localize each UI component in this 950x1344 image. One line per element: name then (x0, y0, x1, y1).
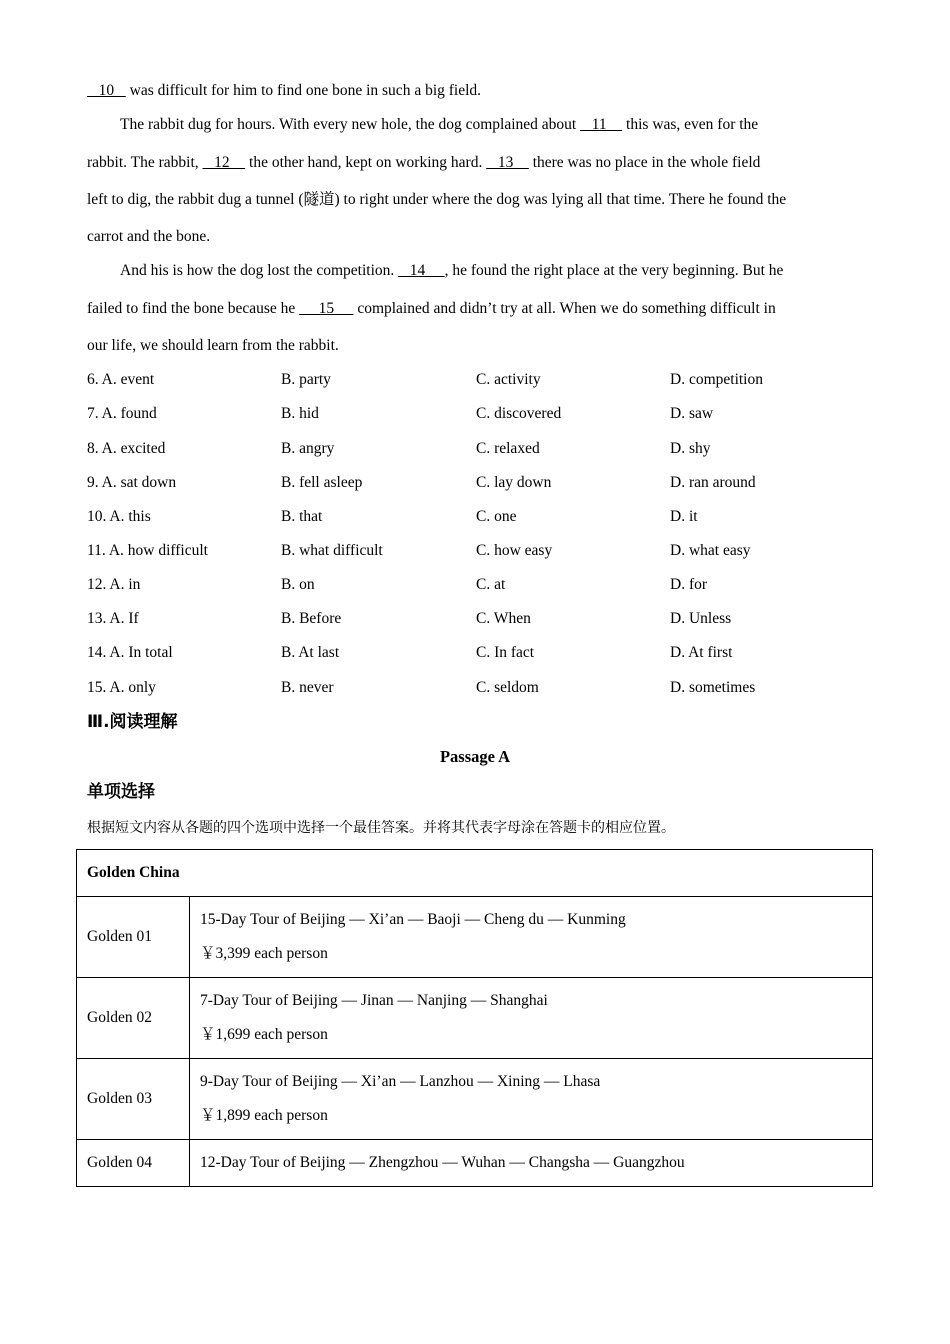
tour-code: Golden 04 (77, 1140, 190, 1187)
table-row (77, 978, 873, 1059)
passage-text: complained and didn’t try at all. When we do something difficult in (353, 300, 776, 317)
option-row-7 (87, 404, 867, 424)
option-d: D. Unless (670, 610, 732, 627)
table-header-row (77, 850, 873, 897)
tour-table (76, 849, 873, 1187)
tour-route: 12-Day Tour of Beijing — Zhengzhou — Wuhan — Changsha — Guangzhou (200, 1154, 685, 1171)
option-row-14 (87, 643, 867, 663)
option-row-13 (87, 609, 867, 629)
tour-code: Golden 03 (77, 1059, 190, 1140)
option-a: 6. A. event (87, 371, 155, 388)
option-c: C. one (476, 508, 517, 525)
option-d: D. At first (670, 644, 733, 661)
option-row-8 (87, 439, 867, 459)
option-c: C. relaxed (476, 440, 540, 457)
option-b: B. party (281, 371, 331, 388)
tour-code: Golden 01 (77, 897, 190, 978)
subheading: 单项选择 (87, 782, 155, 802)
option-d: D. ran around (670, 474, 756, 491)
tour-route: 15-Day Tour of Beijing — Xi’an — Baoji — Cheng du — Kunming (200, 911, 626, 928)
option-d: D. it (670, 508, 698, 525)
tour-price: ￥1,899 each person (200, 1107, 328, 1124)
option-b: B. on (281, 576, 315, 593)
passage-line-1 (87, 81, 481, 101)
option-d: D. sometimes (670, 679, 756, 696)
tour-description (190, 978, 873, 1059)
passage-line-3 (87, 153, 760, 173)
tour-description (190, 1059, 873, 1140)
option-a: 11. A. how difficult (87, 542, 208, 559)
option-row-12 (87, 575, 867, 595)
option-a: 15. A. only (87, 679, 156, 696)
option-b: B. Before (281, 610, 342, 627)
option-a: 7. A. found (87, 405, 157, 422)
passage-line-2 (120, 115, 758, 135)
passage-line-7 (87, 299, 776, 319)
passage-text: was difficult for him to find one bone in such a big field. (125, 82, 482, 99)
table-header: Golden China (77, 850, 873, 897)
tour-price: ￥1,699 each person (200, 1026, 328, 1043)
option-row-15 (87, 678, 867, 698)
option-d: D. for (670, 576, 708, 593)
option-b: B. never (281, 679, 334, 696)
option-b: B. hid (281, 405, 319, 422)
passage-text: there was no place in the whole field (528, 154, 761, 171)
option-d: D. saw (670, 405, 714, 422)
passage-line-4: left to dig, the rabbit dug a tunnel (隧道) to right under where the dog was lying all that time. There he found the (87, 191, 787, 208)
blank-10: 10 (87, 82, 126, 99)
option-c: C. discovered (476, 405, 562, 422)
tour-price: ￥3,399 each person (200, 945, 328, 962)
table-row (77, 1059, 873, 1140)
option-b: B. fell asleep (281, 474, 363, 491)
blank-11: 11 (580, 116, 623, 133)
passage-line-8: our life, we should learn from the rabbit. (87, 337, 339, 354)
tour-description (190, 897, 873, 978)
option-a: 8. A. excited (87, 440, 166, 457)
passage-text: , he found the right place at the very beginning. But he (444, 262, 784, 279)
blank-14: 14 (398, 262, 445, 279)
option-c: C. at (476, 576, 506, 593)
passage-text: rabbit. The rabbit, (87, 154, 203, 171)
option-row-10 (87, 507, 867, 527)
tour-code: Golden 02 (77, 978, 190, 1059)
passage-line-6 (120, 261, 783, 281)
option-a: 10. A. this (87, 508, 151, 525)
blank-13: 13 (486, 154, 529, 171)
tour-description (190, 1140, 873, 1187)
option-b: B. angry (281, 440, 335, 457)
table-row (77, 1140, 873, 1187)
option-c: C. In fact (476, 644, 535, 661)
option-c: C. how easy (476, 542, 553, 559)
passage-text: The rabbit dug for hours. With every new hole, the dog complained about (120, 116, 581, 133)
option-a: 14. A. In total (87, 644, 173, 661)
tour-route: 9-Day Tour of Beijing — Xi’an — Lanzhou — Xining — Lhasa (200, 1073, 601, 1090)
option-c: C. seldom (476, 679, 539, 696)
option-c: C. activity (476, 371, 541, 388)
passage-text: this was, even for the (622, 116, 759, 133)
passage-text: And his is how the dog lost the competition. (120, 262, 399, 279)
instruction: 根据短文内容从各题的四个选项中选择一个最佳答案。并将其代表字母涂在答题卡的相应位置。 (87, 820, 675, 836)
blank-15: 15 (299, 300, 354, 317)
option-a: 9. A. sat down (87, 474, 177, 491)
passage-line-5: carrot and the bone. (87, 228, 211, 245)
passage-text: failed to find the bone because he (87, 300, 300, 317)
option-row-6 (87, 370, 867, 390)
option-b: B. what difficult (281, 542, 383, 559)
option-b: B. At last (281, 644, 340, 661)
passage-text: the other hand, kept on working hard. (245, 154, 487, 171)
option-row-9 (87, 473, 867, 493)
passage-a-title: Passage A (439, 747, 511, 766)
option-a: 12. A. in (87, 576, 141, 593)
tour-route: 7-Day Tour of Beijing — Jinan — Nanjing — Shanghai (200, 992, 548, 1009)
option-row-11 (87, 541, 867, 561)
option-c: C. When (476, 610, 531, 627)
blank-12: 12 (202, 154, 246, 171)
option-d: D. competition (670, 371, 763, 388)
option-d: D. what easy (670, 542, 751, 559)
table-row (77, 897, 873, 978)
option-d: D. shy (670, 440, 711, 457)
section-heading: Ⅲ.阅读理解 (87, 712, 178, 732)
option-a: 13. A. If (87, 610, 139, 627)
option-b: B. that (281, 508, 323, 525)
option-c: C. lay down (476, 474, 552, 491)
